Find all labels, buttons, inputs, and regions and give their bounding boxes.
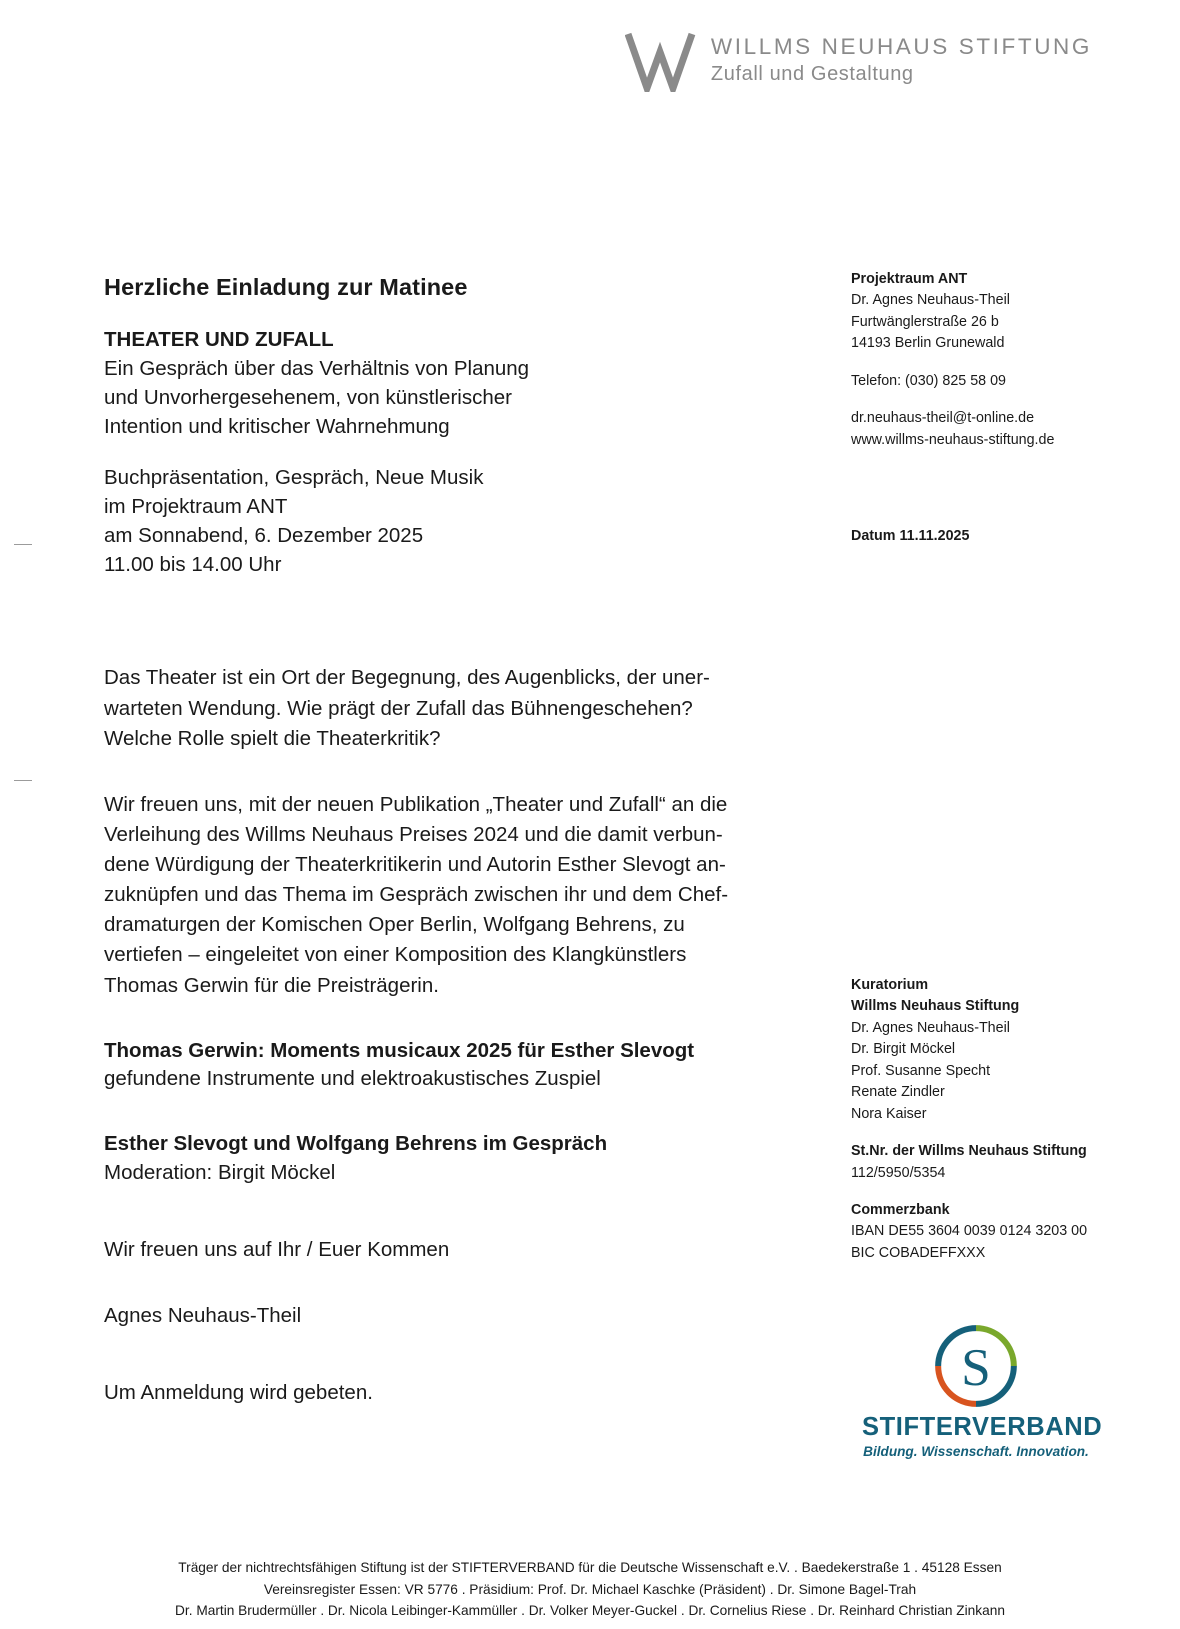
board-org: Willms Neuhaus Stiftung xyxy=(851,998,1020,1015)
spacer xyxy=(851,392,1101,408)
subject-line-3: Intention und kritischer Wahrnehmung xyxy=(104,414,450,438)
page-footer xyxy=(0,1557,1180,1621)
subject-line-1: Ein Gespräch über das Verhältnis von Planung xyxy=(104,356,530,380)
bank-label: Commerzbank xyxy=(851,1201,950,1218)
intro-paragraph xyxy=(104,663,804,753)
svg-text:S: S xyxy=(961,1336,991,1397)
event-line-3: am Sonnabend, 6. Dezember 2025 xyxy=(104,524,424,548)
subject-line-2: und Unvorhergesehenem, von künstlerischer xyxy=(104,385,512,409)
organization-name: WILLMS NEUHAUS STIFTUNG xyxy=(710,34,1092,59)
event-line-1: Buchpräsentation, Gespräch, Neue Musik xyxy=(104,465,484,489)
spacer xyxy=(104,1209,804,1235)
organization-details xyxy=(851,975,1111,1264)
sender-info xyxy=(851,269,1101,451)
program-item-1 xyxy=(104,1037,804,1094)
program-item-2 xyxy=(104,1130,804,1187)
rsvp-text: Um Anmeldung wird gebeten. xyxy=(104,1380,373,1404)
spacer xyxy=(104,1287,804,1301)
bank-iban: IBAN DE55 3604 0039 0124 3203 00 xyxy=(851,1223,1088,1240)
closing-text: Wir freuen uns auf Ihr / Euer Kommen xyxy=(104,1238,450,1262)
organization-tagline: Zufall und Gestaltung xyxy=(710,62,914,85)
stifterverband-tagline: Bildung. Wissenschaft. Innovation. xyxy=(863,1444,1089,1459)
closing-line xyxy=(104,1235,804,1264)
sender-name: Projektraum ANT xyxy=(851,271,968,287)
subject-title: THEATER UND ZUFALL xyxy=(104,327,334,351)
bank-bic: BIC COBADEFFXXX xyxy=(851,1244,986,1261)
intro-line-3: Welche Rolle spielt die Theaterkritik? xyxy=(104,726,441,750)
sender-line-2: Furtwänglerstraße 26 b xyxy=(851,313,999,330)
footer-line-3: Dr. Martin Brudermüller . Dr. Nicola Leibinger-Kammüller . Dr. Volker Meyer-Guckel . Dr. Cornelius Riese . Dr. Reinhard Christian Zinkann xyxy=(175,1602,1005,1618)
spacer xyxy=(851,1125,1111,1141)
letterhead xyxy=(625,30,1092,92)
spacer xyxy=(104,1116,804,1130)
body-line-3: dene Würdigung der Theaterkritikerin und Autorin Esther Slevogt an- xyxy=(104,853,726,877)
letter-date: Datum 11.11.2025 xyxy=(851,528,970,544)
program-item-subtitle: gefundene Instrumente und elektroakustisches Zuspiel xyxy=(104,1067,601,1091)
body-paragraph xyxy=(104,790,804,1001)
program-item-subtitle: Moderation: Birgit Möckel xyxy=(104,1160,336,1184)
body-line-1: Wir freuen uns, mit der neuen Publikation „Theater und Zufall“ an die xyxy=(104,792,728,816)
spacer xyxy=(851,1184,1111,1200)
board-member-5: Nora Kaiser xyxy=(851,1105,927,1122)
program-item-title: Thomas Gerwin: Moments musicaux 2025 für Esther Slevogt xyxy=(104,1038,695,1062)
event-line-4: 11.00 bis 14.00 Uhr xyxy=(104,553,282,577)
letter-body xyxy=(104,272,804,1407)
board-member-2: Dr. Birgit Möckel xyxy=(851,1041,956,1058)
sender-phone: Telefon: (030) 825 58 09 xyxy=(851,372,1006,389)
board-member-1: Dr. Agnes Neuhaus-Theil xyxy=(851,1019,1010,1036)
stifterverband-name: STIFTERVERBAND xyxy=(862,1413,1103,1441)
body-line-5: dramaturgen der Komischen Oper Berlin, Wolfgang Behrens, zu xyxy=(104,913,685,937)
stifterverband-s-logo-icon xyxy=(933,1323,1019,1409)
willms-neuhaus-w-monogram-icon xyxy=(625,30,697,92)
body-line-4: zuknüpfen und das Thema im Gespräch zwischen ihr und dem Chef- xyxy=(104,883,729,907)
board-member-3: Prof. Susanne Specht xyxy=(851,1062,991,1079)
event-line-2: im Projektraum ANT xyxy=(104,495,288,519)
sender-website[interactable]: www.willms-neuhaus-stiftung.de xyxy=(851,431,1055,448)
spacer xyxy=(104,1352,804,1378)
program-item-title: Esther Slevogt und Wolfgang Behrens im Gespräch xyxy=(104,1132,608,1156)
sender-line-3: 14193 Berlin Grunewald xyxy=(851,335,1005,352)
page-title: Herzliche Einladung zur Matinee xyxy=(104,274,468,300)
signature-line xyxy=(104,1301,804,1330)
signature-text: Agnes Neuhaus-Theil xyxy=(104,1303,302,1327)
sender-line-1: Dr. Agnes Neuhaus-Theil xyxy=(851,292,1010,309)
footer-line-2: Vereinsregister Essen: VR 5776 . Präsidium: Prof. Dr. Michael Kaschke (Präsident) . Dr. Simone Bagel-Trah xyxy=(263,1581,917,1597)
footer-line-1: Träger der nichtrechtsfähigen Stiftung ist der STIFTERVERBAND für die Deutsche Wissenschaft e.V. . Baedekerstraße 1 . 45128 Essen xyxy=(178,1560,1002,1576)
event-details-block xyxy=(104,463,804,579)
body-line-2: Verleihung des Willms Neuhaus Preises 2024 und die damit verbun- xyxy=(104,822,723,846)
board-member-4: Renate Zindler xyxy=(851,1084,945,1101)
stifterverband-logo xyxy=(862,1323,1103,1459)
fold-mark-lower xyxy=(14,780,32,781)
letterhead-text xyxy=(711,30,1092,87)
tax-label: St.Nr. der Willms Neuhaus Stiftung xyxy=(851,1143,1087,1160)
subject-block xyxy=(104,325,804,441)
body-line-7: Thomas Gerwin für die Preisträgerin. xyxy=(104,973,439,997)
rsvp-line xyxy=(104,1378,804,1407)
intro-line-1: Das Theater ist ein Ort der Begegnung, des Augenblicks, der uner- xyxy=(104,666,710,690)
intro-line-2: warteten Wendung. Wie prägt der Zufall das Bühnengeschehen? xyxy=(104,696,693,720)
board-label: Kuratorium xyxy=(851,977,929,993)
spacer xyxy=(104,1023,804,1037)
body-line-6: vertiefen – eingeleitet von einer Komposition des Klangkünstlers xyxy=(104,943,687,967)
spacer xyxy=(851,355,1101,371)
spacer xyxy=(104,776,804,790)
sender-email[interactable]: dr.neuhaus-theil@t-online.de xyxy=(851,410,1035,427)
spacer xyxy=(104,601,804,663)
fold-mark-upper xyxy=(14,544,32,545)
tax-number: 112/5950/5354 xyxy=(851,1164,946,1181)
